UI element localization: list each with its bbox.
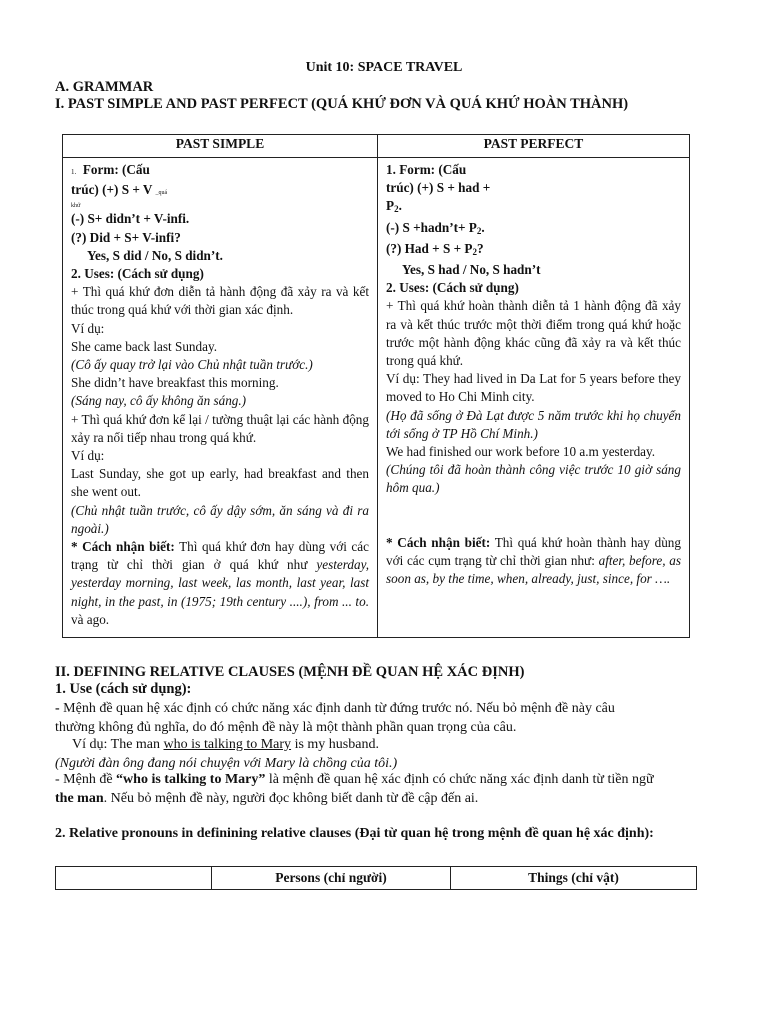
ps-sign-tail: và ago. bbox=[71, 611, 110, 627]
ps-form-negative: (-) S+ didn’t + V-infi. bbox=[71, 211, 190, 227]
pp-example-2: We had finished our work before 10 a.m yesterday. bbox=[386, 444, 656, 460]
section-a-heading: A. GRAMMAR bbox=[55, 79, 154, 95]
pp-example-2-vi: (Chúng tôi đã hoàn thành công việc trước 10 giờ sáng hôm qua.) bbox=[386, 462, 681, 496]
ps-form-answer: Yes, S did / No, S didn’t. bbox=[87, 247, 223, 263]
pp-form-answer: Yes, S had / No, S hadn’t bbox=[402, 262, 541, 278]
use-paragraph bbox=[55, 699, 715, 737]
tense-comparison-table bbox=[62, 134, 690, 638]
ps-form-pos: (+) S + V bbox=[102, 182, 153, 198]
ps-form-label: Form: (Cấu bbox=[82, 162, 150, 177]
ps-example-3-vi: (Chủ nhật tuần trước, cô ấy dậy sớm, ăn sáng và đi ra ngoài.) bbox=[71, 502, 369, 536]
pp-sign-text: Thì quá khứ hoàn thành hay dùng với các cụm trạng từ chỉ thời gian như: bbox=[386, 534, 681, 568]
pronouns-header-things: Things (chỉ vật) bbox=[451, 867, 697, 890]
use-paragraph-line-1: - Mệnh đề quan hệ xác định có chức năng xác định danh từ đứng trước nó. Nếu bỏ mệnh đề này câu bbox=[55, 701, 615, 716]
relative-example: Ví dụ: The man who is talking to Mary is my husband. bbox=[72, 737, 379, 752]
ps-use-2: + Thì quá khứ đơn kể lại / tường thuật lại các hành động xảy ra nối tiếp nhau trong quá khứ. bbox=[71, 411, 369, 445]
relative-pronouns-table bbox=[55, 866, 697, 890]
ps-form-pos-line bbox=[71, 181, 369, 202]
pp-form-label2: trúc) bbox=[386, 180, 414, 196]
ps-vidu-1: Ví dụ: bbox=[71, 320, 105, 336]
ps-example-2: She didn’t have breakfast this morning. bbox=[71, 375, 279, 391]
ps-vidu-2: Ví dụ: bbox=[71, 448, 105, 464]
ps-form-num: 1. bbox=[71, 168, 77, 176]
pp-form-label: 1. Form: (Cấu bbox=[386, 162, 467, 177]
use-paragraph-line-2: thường không đủ nghĩa, do đó mệnh đề này là một thành phần quan trọng của câu. bbox=[55, 720, 517, 735]
explanation-paragraph bbox=[55, 770, 723, 808]
pp-use-1: + Thì quá khứ hoàn thành diễn tả 1 hành động đã xảy ra và kết thúc trước một thời điểm trong quá khứ hoặc trước một hành động khác cũng đã xảy ra và kết thúc trong quá khứ. bbox=[386, 298, 681, 369]
table-body-row bbox=[63, 158, 690, 638]
pp-example-1-vi: (Họ đã sống ở Đà Lạt được 5 năm trước khi họ chuyển tới sống ở TP Hồ Chí Minh.) bbox=[386, 407, 681, 441]
table-header-row bbox=[63, 135, 690, 158]
ps-uses-label: 2. Uses: (Cách sử dụng) bbox=[71, 266, 204, 282]
ps-sign-paragraph bbox=[71, 538, 369, 629]
section-ii-heading: II. DEFINING RELATIVE CLAUSES (MỆNH ĐỀ QUAN HỆ XÁC ĐỊNH) bbox=[55, 664, 525, 680]
ps-form-label2: trúc) bbox=[71, 182, 99, 198]
use-heading: 1. Use (cách sử dụng): bbox=[55, 681, 192, 697]
pp-form-p2: $P_2$. bbox=[386, 198, 402, 215]
pp-sign-examples: after, before, as soon as, by the time, when, already, just, since, for …. bbox=[386, 552, 681, 587]
header-past-perfect: PAST PERFECT bbox=[378, 135, 690, 158]
unit-title: Unit 10: SPACE TRAVEL bbox=[305, 60, 463, 75]
section-i-heading: I. PAST SIMPLE AND PAST PERFECT (QUÁ KHỨ ĐƠN VÀ QUÁ KHỨ HOÀN THÀNH) bbox=[55, 96, 629, 112]
pronouns-heading: 2. Relative pronouns in definining relative clauses (Đại từ quan hệ trong mệnh đề quan hệ xác định): bbox=[55, 826, 654, 841]
ps-form-pos-note: _quá bbox=[155, 190, 168, 197]
past-perfect-cell bbox=[378, 158, 690, 638]
ps-example-1: She came back last Sunday. bbox=[71, 338, 217, 354]
ps-form-pos-note2: khứ bbox=[71, 203, 81, 210]
relative-example-vi: (Người đàn ông đang nói chuyện với Mary là chồng của tôi.) bbox=[55, 756, 398, 771]
ps-example-3: Last Sunday, she got up early, had breakfast and then she went out. bbox=[71, 466, 369, 500]
explanation-line-2: the man. Nếu bỏ mệnh đề này, người đọc không biết danh từ đề cập đến ai. bbox=[55, 791, 479, 806]
pp-form-pos-line bbox=[386, 179, 681, 197]
ps-sign-text: Thì quá khứ đơn hay dùng với các trạng từ chỉ thời gian ở quá khứ như bbox=[71, 539, 369, 573]
ps-example-1-vi: (Cô ấy quay trở lại vào Chủ nhật tuần trước.) bbox=[71, 357, 313, 373]
ps-form-line bbox=[71, 161, 369, 181]
header-past-simple: PAST SIMPLE bbox=[63, 135, 378, 158]
past-simple-cell bbox=[63, 158, 378, 638]
pp-form-question: (?) Had + $S + P_2$? bbox=[386, 240, 484, 257]
ps-example-2-vi: (Sáng nay, cô ấy không ăn sáng.) bbox=[71, 393, 247, 409]
pp-form-pos: (+) S + had + bbox=[417, 180, 491, 196]
ps-use-1: + Thì quá khứ đơn diễn tả hành động đã xảy ra và kết thúc trong quá khứ với thời gian xác định. bbox=[71, 284, 369, 318]
pp-sign-label: * Cách nhận biết: bbox=[386, 534, 491, 550]
pronouns-header-empty bbox=[56, 867, 212, 890]
pp-form-negative: (-) S +hadn’t+ $P_2$. bbox=[386, 219, 485, 236]
pp-sign-paragraph bbox=[386, 534, 681, 589]
pronouns-header-persons: Persons (chỉ người) bbox=[212, 867, 451, 890]
relative-clause-underlined: who is talking to Mary bbox=[163, 737, 292, 752]
explanation-line-1: - Mệnh đề “who is talking to Mary” là mệnh đề quan hệ xác định có chức năng xác định danh từ tiền ngữ bbox=[55, 772, 654, 787]
pronouns-header-row bbox=[56, 867, 697, 890]
ps-form-question: (?) Did + S+ V-infi? bbox=[71, 229, 181, 245]
ps-sign-label: * Cách nhận biết: bbox=[71, 539, 175, 555]
ps-sign-examples: yesterday, yesterday morning, last week, las month, last year, last night, in the past, in (1975; 19th century ....), from ... to. bbox=[71, 557, 369, 609]
pp-example-1: Ví dụ: They had lived in Da Lat for 5 years before they moved to Ho Chi Minh city. bbox=[386, 371, 681, 405]
pp-uses-label: 2. Uses: (Cách sử dụng) bbox=[386, 280, 519, 296]
